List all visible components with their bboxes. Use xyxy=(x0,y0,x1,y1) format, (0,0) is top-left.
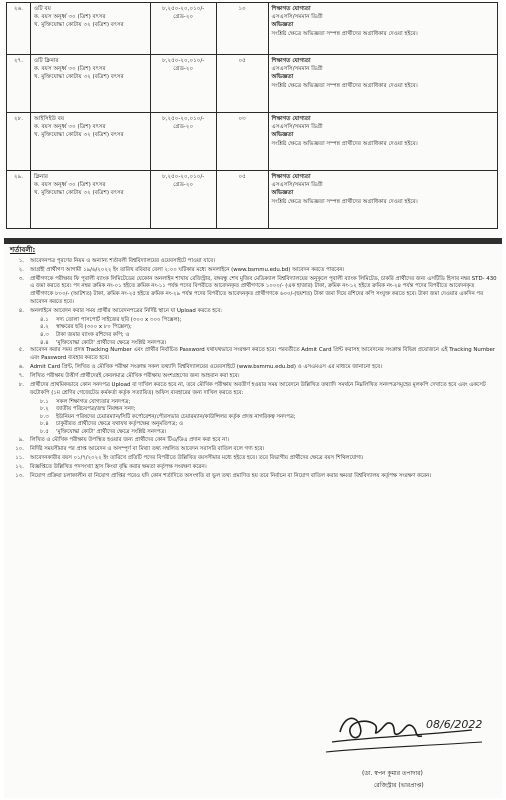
grade: গ্রেড-২০ xyxy=(173,124,194,131)
post-number-text: ২৮. xyxy=(13,116,23,122)
sub-item xyxy=(40,340,498,348)
requirements-cell xyxy=(268,3,497,55)
experience-heading: অভিজ্ঞতা xyxy=(271,190,294,197)
post-count-text: ০৫ xyxy=(238,174,246,180)
experience-requirement: সংশ্লিষ্ট ক্ষেত্রে অভিজ্ঞতা সম্পন্ন প্রার্থীদের অগ্রাধিকার দেওয়া হইবে। xyxy=(271,30,418,37)
sub-item xyxy=(40,406,498,414)
condition-item xyxy=(10,382,498,397)
experience-requirement: সংশ্লিষ্ট ক্ষেত্রে অভিজ্ঞতা সম্পন্ন প্রার্থীদের অগ্রাধিকার দেওয়া হইবে। xyxy=(271,198,418,205)
signature-block xyxy=(322,702,490,794)
age-limit: ক. বয়স অনূর্ধ্ব ৩০ (ত্রিশ) বৎসর xyxy=(33,182,106,189)
sub-item-text: 'মুক্তিযোদ্ধা কোটা' প্রার্থীদের ক্ষেত্রে সংশ্লিষ্ট সনদপত্র। xyxy=(56,339,167,346)
post-row xyxy=(7,113,498,171)
requirements-cell xyxy=(268,55,497,113)
pay-scale: ৮,২৫০-২০,০১০/- xyxy=(162,6,205,12)
condition-number: ১. xyxy=(18,257,24,264)
condition-item xyxy=(10,308,498,316)
education-heading: শিক্ষাগত যোগ্যতা xyxy=(271,58,311,64)
post-title: ক্লিনার xyxy=(33,174,48,180)
pay-scale-cell xyxy=(150,171,216,229)
pay-scale: ৮,২৫০-২০,০১০/- xyxy=(162,58,205,64)
posts-table xyxy=(6,2,498,229)
post-number xyxy=(7,3,31,55)
condition-number: ২. xyxy=(18,266,24,273)
post-number xyxy=(7,113,31,171)
age-limit: ক. বয়স অনূর্ধ্ব ৩০ (ত্রিশ) বৎসর xyxy=(33,14,106,21)
post-row xyxy=(7,55,498,113)
condition-text: লিখিত ও মৌখিক পরীক্ষায় উপস্থিত হওয়ার জন্য প্রার্থীদের কোন টিএ/ডিএ প্রদান করা হবে না। xyxy=(30,436,229,443)
grade: গ্রেড-২০ xyxy=(173,14,194,21)
sub-item xyxy=(40,324,498,332)
sub-item-text: 'মুক্তিযোদ্ধা কোটা' প্রার্থীদের ক্ষেত্রে সংশ্লিষ্ট সনদপত্র। xyxy=(56,429,167,436)
sub-item-text: জাতীয় পরিচয়পত্র/জন্ম নিবন্ধন সনদ; xyxy=(56,406,136,413)
sub-item-number: ৪.৩ xyxy=(40,331,49,338)
freedom-fighter-age-limit: খ. মুক্তিযোদ্ধা কোটায় ৩২ (বত্রিশ) বৎসর xyxy=(33,22,124,29)
post-count-text: ০৩ xyxy=(238,116,246,122)
education-heading: শিক্ষাগত যোগ্যতা xyxy=(271,174,311,180)
sub-item xyxy=(40,421,498,429)
condition-item xyxy=(10,258,498,266)
education-heading: শিক্ষাগত যোগ্যতা xyxy=(271,116,311,122)
condition-number: ৭. xyxy=(18,372,24,379)
education-requirement: এসএসসি/সমমান ডিগ্রী xyxy=(271,14,323,21)
condition-text: আবেদনপত্র পূরণের নিয়ম ও অন্যান্য শর্তাবলী বিশ্ববিদ্যালয়ের ওয়েবসাইটে পাওয়া যাবে। xyxy=(30,257,216,264)
condition-item xyxy=(10,473,498,481)
condition-item xyxy=(10,364,498,372)
education-heading: শিক্ষাগত যোগ্যতা xyxy=(271,6,311,12)
signature-date: 08/6/2022 xyxy=(426,718,483,731)
post-number-text: ২৯. xyxy=(13,174,23,180)
sub-item-text: ইউনিয়ন পরিষদের চেয়ারম্যান/সিটি কর্পোরেশন/পৌরসভার চেয়ারম্যান/কাউন্সিলর কর্তৃক প্রদত্ত নাগরিকত্ব সনদপত্র; xyxy=(56,413,296,420)
signatory-title: রেজিস্ট্রার (ভারপ্রাপ্ত) xyxy=(374,782,424,789)
condition-text: আবেদনকারীর বয়স ০১/৭/২০২২ ইং তারিখে প্রতিটি পদের বিপরীতে উল্লিখিত বয়সসীমার মধ্যে হইতে হবে। তবে বিভাগীয় প্রার্থীদের ক্ষেত্রে বয়স শিথিলযোগ্য। xyxy=(30,454,364,461)
post-count xyxy=(216,171,268,229)
condition-item xyxy=(10,455,498,463)
sub-item-number: ৪.২ xyxy=(40,324,49,331)
pay-scale-cell xyxy=(150,55,216,113)
condition-number: ৫. xyxy=(18,347,24,354)
condition-item xyxy=(10,373,498,381)
post-cell xyxy=(30,171,150,229)
condition-text: Admit Card প্রিন্ট, লিখিত ও মৌখিক পরীক্ষা সংক্রান্ত সকল তথ্যাদি বিশ্ববিদ্যালয়ের ওয়েবসাইটে (www.bsmmu.edu.bd) ও এসএমএস এর মাধ্যমে জানানো হবে। xyxy=(30,363,383,370)
condition-text: প্রার্থীগণকে পরীক্ষার ফি পূবালী ব্যাংক লিমিটেডের যেকোন অনলাইন শাখায় রেজিস্ট্রার, বঙ্গবন্ধু শেখ মুজিব মেডিক্যাল বিশ্ববিদ্যালয়ের অনুকূলে পূবালী ব্যাংক লিমিটেড, চাকরি প্রার্থীদের জন্য এসটিডি হিসাব নম্বর STD- 430 এ জমা করতে হবে। পদ নম্বর ক্রমিক নং-০১ হইতে ক্রমিক নং-১১ পর্যন্ত পদের বিপরীতে আবেদনকৃত প্রার্থীগণকে ১০০০/- (এক হাজার) টাকা, ক্রমিক নং-১২ হইতে ক্রমিক নং-২৪ পর্যন্ত পদের বিপরীতে আবেদনকৃত প্রার্থীগণকে ৮০০/- (আটশত) টাকা, ক্রমিক নং-২৫ হইতে ক্রমিক নং-২৯ পর্যন্ত পদের বিপরীতে আবেদনকৃত প্রার্থীগণকে ৬০০/-(ছয়শত) টাকা জমা দিয়ে রশিদের কপি সংযুক্ত করতে হবে। টাকা জমা দেওয়ার একদিন পর আবেদন করতে হবে। xyxy=(30,275,497,305)
post-cell xyxy=(30,113,150,171)
post-count xyxy=(216,113,268,171)
experience-heading: অভিজ্ঞতা xyxy=(271,132,294,139)
condition-text: আগ্রহী প্রার্থীগণ আগামী ১৯/৬/২০২২ ইং তারিখ রবিবার বেলা ২:০০ ঘটিকার মধ্যে অনলাইনে (www.bsmmu.edu.bd) আবেদন করতে পারবেন। xyxy=(30,266,345,273)
condition-number: ৮. xyxy=(18,382,24,388)
post-count xyxy=(216,55,268,113)
divider-bar xyxy=(4,238,502,244)
pay-scale-cell xyxy=(150,3,216,55)
sub-item-text: সদ্য তোলা পাসপোর্ট সাইজের ছবি (৩০০ x ৩০০ পিক্সেল); xyxy=(56,316,182,323)
freedom-fighter-age-limit: খ. মুক্তিযোদ্ধা কোটায় ৩২ (বত্রিশ) বৎসর xyxy=(33,132,124,139)
requirements-cell xyxy=(268,171,497,229)
post-number-text: ২৬. xyxy=(13,6,24,12)
age-limit: ক. বয়স অনূর্ধ্ব ৩০ (ত্রিশ) বৎসর xyxy=(33,66,106,73)
signatory-name: (ডা. স্বপন কুমার তপাদার) xyxy=(362,770,423,777)
age-limit: ক. বয়স অনূর্ধ্ব ৩০ (ত্রিশ) বৎসর xyxy=(33,124,106,131)
condition-number: ১০. xyxy=(15,445,24,452)
post-title: আইসিইউ বয় xyxy=(33,116,65,122)
condition-item xyxy=(10,437,498,445)
notice-page xyxy=(4,2,502,798)
sub-item-number: ৮.৩ xyxy=(40,413,49,420)
condition-number: ১১. xyxy=(15,454,24,461)
freedom-fighter-age-limit: খ. মুক্তিযোদ্ধা কোটায় ৩২ (বত্রিশ) বৎসর xyxy=(33,74,124,81)
sub-item xyxy=(40,317,498,325)
condition-number: ৪. xyxy=(18,307,24,314)
education-requirement: এসএসসি/সমমান ডিগ্রী xyxy=(271,66,323,73)
condition-item xyxy=(10,267,498,275)
handwritten-signature xyxy=(322,702,490,768)
sub-item-number: ৮.৪ xyxy=(40,421,49,428)
experience-requirement: সংশ্লিষ্ট ক্ষেত্রে অভিজ্ঞতা সম্পন্ন প্রার্থীদের অগ্রাধিকার দেওয়া হইবে। xyxy=(271,140,418,147)
condition-number: ১২. xyxy=(15,463,24,470)
sub-item-number: ৮.২ xyxy=(40,406,49,413)
condition-number: ৩. xyxy=(18,275,24,282)
experience-heading: অভিজ্ঞতা xyxy=(271,74,294,81)
sub-item-number: ৪.১ xyxy=(40,316,49,323)
condition-text: লিখিত পরীক্ষায় উত্তীর্ণ প্রার্থীদেরই কেবলমাত্র মৌখিক পরীক্ষায় অংশগ্রহণের জন্য আহবান করা হবে। xyxy=(30,372,240,379)
condition-item xyxy=(10,464,498,472)
condition-number: ৬. xyxy=(18,363,24,370)
condition-item xyxy=(10,347,498,362)
pay-scale: ৮,২৫০-২০,০১০/- xyxy=(162,174,205,180)
post-title: ওটি বয় xyxy=(33,6,51,12)
sub-item-number: ৮.১ xyxy=(40,398,49,405)
experience-requirement: সংশ্লিষ্ট ক্ষেত্রে অভিজ্ঞতা সম্পন্ন প্রার্থীদের অগ্রাধিকার দেওয়া হইবে। xyxy=(271,82,418,89)
sub-item xyxy=(40,429,498,437)
sub-item-text: সকল শিক্ষাগত যোগ্যতার সনদপত্র; xyxy=(56,398,131,405)
education-requirement: এসএসসি/সমমান ডিগ্রী xyxy=(271,124,323,131)
post-cell xyxy=(30,55,150,113)
sub-item-text: চাকুরীরত প্রার্থীদের ক্ষেত্রে যথাযথ কর্তৃপক্ষের অনুমতিপত্র; ও xyxy=(56,421,183,428)
condition-number: ১৩. xyxy=(15,473,24,480)
sub-item-text: স্বাক্ষরের ছবি (৩০০ x ৮০ পিক্সেল); xyxy=(56,324,132,331)
condition-text: প্রার্থীদের প্রাথমিকভাবে কোন সনদপত্র Upload বা দাখিল করতে হবে না, তবে মৌখিক পরীক্ষায় অবতীর্ণ হওয়ার সময় আবেদনে উল্লিখিত তথ্যাদি সমর্থনে নিম্নলিখিত সনদপত্রসমূহের মূলকপি দেখাতে হবে এবং একসেট ফটোকপি (১ম শ্রেণির গেজেটেড কর্মকর্তা কর্তৃক সত্যায়িত) অফিস ব্যবহারের জন্য দাখিল করতে হবে: xyxy=(30,382,486,396)
condition-text: আবেদন করার সময় প্রদত্ত Tracking Number এবং প্রার্থীর নির্বাচিত Password যথাযথভাবে সংরক্ষণ করতে হবে। পরবর্তীতে Admit Card প্রিন্ট করাসহ আবেদনের সংক্রান্ত বিভিন্ন প্রয়োজনে এই Tracking Number এবং Password ব্যবহার করতে হবে। xyxy=(30,347,496,361)
sub-item-number: ৪.৪ xyxy=(40,339,49,346)
sub-item xyxy=(40,332,498,340)
condition-number: ৯. xyxy=(18,436,24,443)
pay-scale-cell xyxy=(150,113,216,171)
sub-item-number: ৮.৫ xyxy=(40,429,49,436)
conditions-title: শর্তাবলী: xyxy=(10,246,36,254)
post-number xyxy=(7,171,31,229)
condition-item xyxy=(10,276,498,306)
sub-item-text: টাকা জমার ব্যাংক রশিদের কপি; ও xyxy=(56,331,130,338)
condition-text: নির্দিষ্ট সময়সীমার পর প্রাপ্ত আবেদন ও অসম্পূর্ণ বা মিথ্যা তথ্য সম্বলিত আবেদন সরাসরি বাতিল বলে গণ্য হবে। xyxy=(30,445,265,452)
education-requirement: এসএসসি/সমমান ডিগ্রী xyxy=(271,182,323,189)
post-title: ওটি ক্লিনার xyxy=(33,58,59,64)
grade: গ্রেড-২০ xyxy=(173,182,194,189)
experience-heading: অভিজ্ঞতা xyxy=(271,22,294,29)
freedom-fighter-age-limit: খ. মুক্তিযোদ্ধা কোটায় ৩২ (বত্রিশ) বৎসর xyxy=(33,190,124,197)
post-number-text: ২৭. xyxy=(13,58,24,64)
post-count-text: ০৫ xyxy=(238,58,246,64)
condition-item xyxy=(10,446,498,454)
grade: গ্রেড-২০ xyxy=(173,66,194,73)
post-count xyxy=(216,3,268,55)
condition-text: অনলাইনে আবেদন করার সময় প্রার্থীর আবেদনপত্রের নির্দিষ্ট স্থানে যা Upload করতে হবে: xyxy=(30,307,223,314)
condition-text: নিয়োগ প্রক্রিয়া চলাকালীন বা নিয়োগ প্রাপ্তির পরেও যদি কোন শর্তাদিতে অসংগতি বা ভুল তথ্য প্রমাণিত হয় তবে নির্বাচন বা নিয়োগ বাতিল করার ক্ষমতা বিশ্ববিদ্যালয় কর্তৃপক্ষ সংরক্ষণ করেন। xyxy=(30,473,432,480)
pay-scale: ৮,২৫০-২০,০১০/- xyxy=(162,116,205,122)
post-row xyxy=(7,3,498,55)
requirements-cell xyxy=(268,113,497,171)
post-number xyxy=(7,55,31,113)
conditions-section xyxy=(10,247,498,482)
post-row xyxy=(7,171,498,229)
post-count-text: ১০ xyxy=(238,6,246,12)
condition-text: বিজ্ঞপ্তিতে উল্লিখিত পদসংখ্যা হ্রাস কিংবা বৃদ্ধি করার ক্ষমতা কর্তৃপক্ষ সংরক্ষণ করেন। xyxy=(30,463,207,470)
post-cell xyxy=(30,3,150,55)
